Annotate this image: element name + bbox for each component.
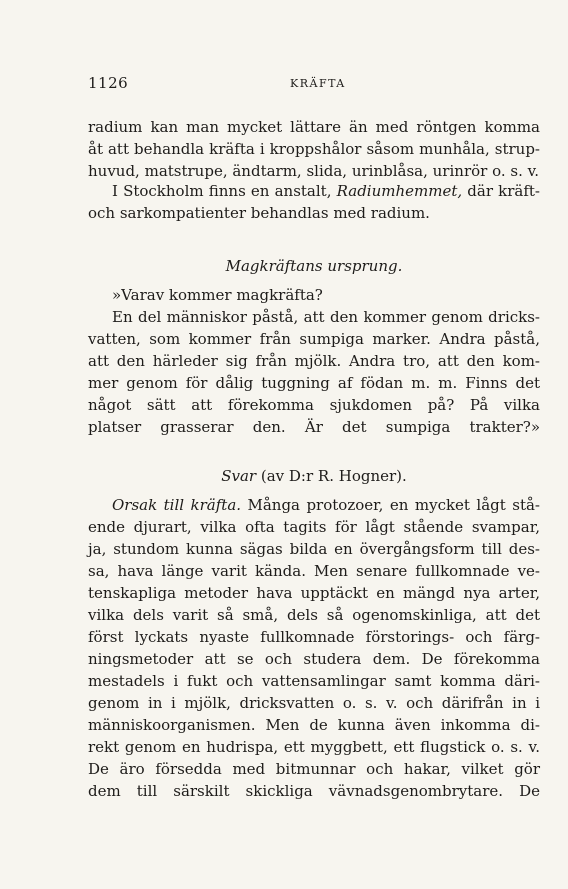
answer-line: vilka dels varit så små, dels så ogenomskinliga, att det <box>88 606 540 624</box>
answer-heading <box>88 465 540 487</box>
institution-name: Radiumhemmet, <box>336 182 463 200</box>
answer-line: människoorganismen. Men de kunna även inkomma di- <box>88 716 540 734</box>
answer-line: De äro försedda med bitmunnar och hakar, vilket gör <box>88 760 540 778</box>
text-line <box>112 180 540 202</box>
text-line: radium kan man mycket lättare än med röntgen komma <box>88 118 540 136</box>
answer-label: Svar <box>221 467 257 485</box>
answer-line: först lyckats nyaste fullkomnade förstorings- och färg- <box>88 628 540 646</box>
answer-line: ende djurart, vilka ofta tagits för lågt stående svampar, <box>88 518 540 536</box>
question-line: att den härleder sig från mjölk. Andra tro, att den kom- <box>88 352 540 370</box>
text-span: Många protozoer, en mycket lågt stå- <box>241 496 540 514</box>
answer-line <box>112 494 540 516</box>
section-heading: Magkräftans ursprung. <box>225 257 403 275</box>
question-line: vatten, som kommer från sumpiga marker. Andra påstå, <box>88 330 540 348</box>
page-header <box>88 74 538 94</box>
answer-line: tenskapliga metoder hava upptäckt en mängd nya arter, <box>88 584 540 602</box>
question-line: något sätt att förekomma sjukdomen på? På vilka <box>88 396 540 414</box>
answer-line: sa, hava länge varit kända. Men senare fullkomnade ve- <box>88 562 540 580</box>
question-line: »Varav kommer magkräfta? <box>112 286 323 304</box>
answer-line: ningsmetoder att se och studera dem. De förekomma <box>88 650 540 668</box>
answer-line: dem till särskilt skickliga vävnadsgenombrytare. De <box>88 782 540 800</box>
answer-line: ja, stundom kunna sägas bilda en övergångsform till des- <box>88 540 540 558</box>
answer-line: mestadels i fukt och vattensamlingar samt komma däri- <box>88 672 540 690</box>
text-line: huvud, matstrupe, ändtarm, slida, urinblåsa, urinrör o. s. v. <box>88 162 540 180</box>
question-line: platser grasserar den. Är det sumpiga trakter?» <box>88 418 540 436</box>
answer-line: genom in i mjölk, dricksvatten o. s. v. och därifrån in i <box>88 694 540 712</box>
text-line: åt att behandla kräfta i kroppshålor såsom munhåla, strup- <box>88 140 540 158</box>
question-line: mer genom för dålig tuggning af födan m. m. Finns det <box>88 374 540 392</box>
answer-byline: (av D:r R. Hogner). <box>260 467 407 485</box>
question-line: En del människor påstå, att den kommer genom dricks- <box>112 308 540 326</box>
running-title: KRÄFTA <box>290 77 346 90</box>
text-span: där kräft- <box>462 182 540 200</box>
answer-subheading: Orsak till kräfta. <box>112 496 242 514</box>
answer-line: rekt genom en hudrispa, ett myggbett, ett flugstick o. s. v. <box>88 738 540 756</box>
page-number: 1126 <box>88 74 129 92</box>
text-line: och sarkompatienter behandlas med radium. <box>88 204 430 222</box>
text-span: I Stockholm finns en anstalt, <box>112 182 337 200</box>
